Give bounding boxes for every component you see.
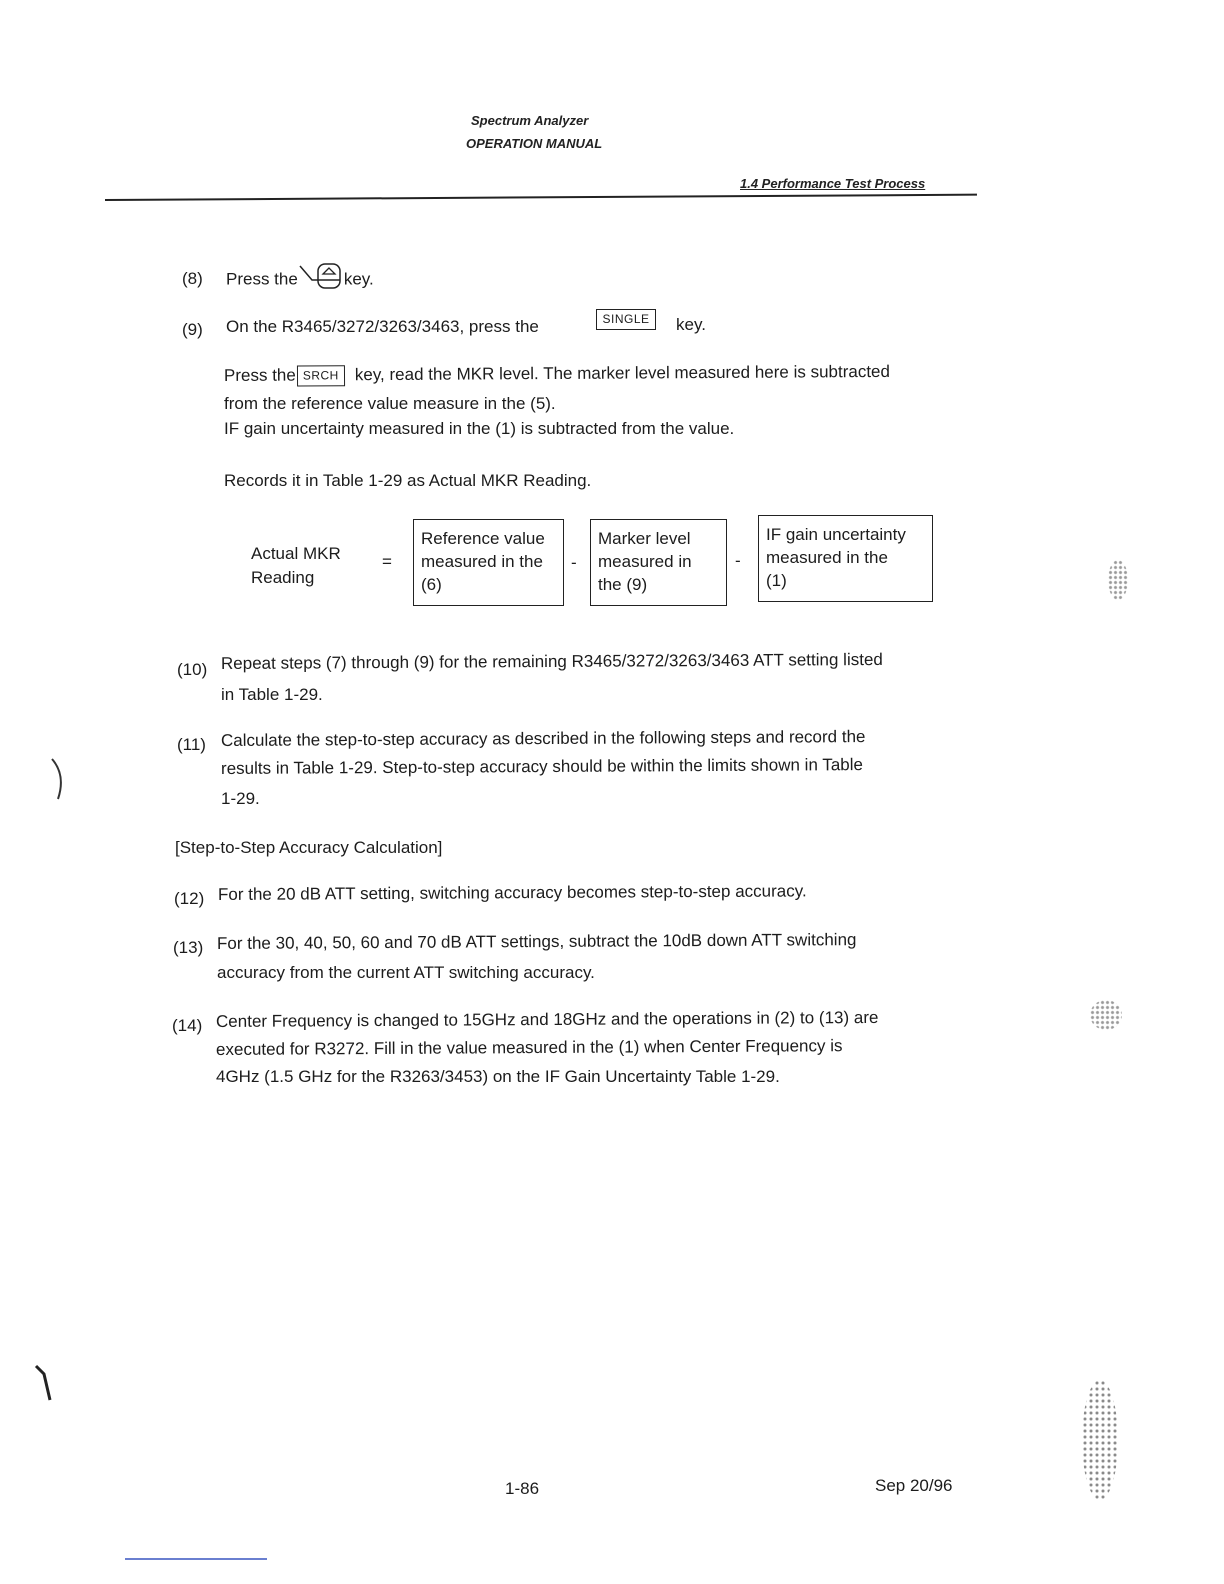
step-9-text: On the R3465/3272/3263/3463, press the <box>226 317 539 336</box>
step-9-post: key. <box>676 315 706 334</box>
step-10-line-2: in Table 1-29. <box>221 685 323 704</box>
step-14-line-3: 4GHz (1.5 GHz for the R3263/3453) on the IF Gain Uncertainty Table 1-29. <box>216 1067 780 1086</box>
box-line: Marker level <box>598 529 691 548</box>
formula-lhs-line2: Reading <box>251 568 315 587</box>
box-line: measured in <box>598 552 692 571</box>
step-13-line-2: accuracy from the current ATT switching accuracy. <box>217 963 595 982</box>
reference-value-box <box>413 519 564 606</box>
step-9-para-4: Records it in Table 1-29 as Actual MKR Reading. <box>224 471 592 490</box>
calc-heading: [Step-to-Step Accuracy Calculation] <box>175 838 443 857</box>
srch-pre: Press the <box>223 365 296 385</box>
minus-sign: - <box>571 553 577 572</box>
box-line: IF gain uncertainty <box>766 525 906 544</box>
step-number: (10) <box>177 660 208 679</box>
box-line: measured in the <box>421 552 543 571</box>
formula-lhs <box>251 542 341 590</box>
if-gain-box <box>758 515 933 602</box>
scan-mark <box>30 1360 60 1415</box>
marker-level-box <box>590 519 727 606</box>
step-11-line-1: Calculate the step-to-step accuracy as described in the following steps and record the <box>220 727 866 750</box>
scan-mark <box>40 745 70 810</box>
step-8-pre: Press the <box>226 269 298 289</box>
step-number: (8) <box>182 269 203 288</box>
step-14-line-2: executed for R3272. Fill in the value measured in the (1) when Center Frequency is <box>215 1036 843 1059</box>
srch-key: SRCH <box>297 365 345 386</box>
formula-lhs-line1: Actual MKR <box>251 544 341 563</box>
step-number: (9) <box>182 320 203 339</box>
header-title: Spectrum Analyzer <box>471 113 589 128</box>
single-key: SINGLE <box>596 309 656 330</box>
step-13-line-1: For the 30, 40, 50, 60 and 70 dB ATT settings, subtract the 10dB down ATT switching <box>216 930 857 953</box>
step-9-para-1 <box>224 358 890 389</box>
step-number: (13) <box>173 938 204 957</box>
header-rule <box>105 194 977 201</box>
step-11-line-2: results in Table 1-29. Step-to-step accuracy should be within the limits shown in Table <box>220 755 863 778</box>
step-8-post: key. <box>343 269 374 289</box>
step-9-para-2: from the reference value measure in the (5). <box>224 394 556 413</box>
section-title: 1.4 Performance Test Process <box>740 176 926 191</box>
step-12-line-1: For the 20 dB ATT setting, switching accuracy becomes step-to-step accuracy. <box>217 881 807 904</box>
srch-post: key, read the MKR level. The marker level measured here is subtracted <box>354 361 890 385</box>
step-8-text <box>226 262 374 298</box>
step-number: (12) <box>174 889 205 908</box>
box-line: (1) <box>766 571 787 590</box>
scan-noise <box>1108 560 1128 600</box>
box-line: Reference value <box>421 529 545 548</box>
scan-noise <box>1082 1380 1118 1500</box>
step-10-line-1: Repeat steps (7) through (9) for the remaining R3465/3272/3263/3463 ATT setting listed <box>220 649 883 673</box>
page-number: 1-86 <box>505 1479 540 1498</box>
step-9-para-3: IF gain uncertainty measured in the (1) is subtracted from the value. <box>224 419 735 438</box>
return-key-icon <box>298 262 342 298</box>
minus-sign: - <box>735 551 741 570</box>
equals-sign: = <box>382 552 392 571</box>
step-number: (14) <box>172 1016 203 1035</box>
box-line: (6) <box>421 575 442 594</box>
step-number: (11) <box>177 735 206 754</box>
step-14-line-1: Center Frequency is changed to 15GHz and 18GHz and the operations in (2) to (13) are <box>215 1007 879 1031</box>
header-subtitle: OPERATION MANUAL <box>466 136 603 151</box>
scan-noise <box>1090 1000 1122 1030</box>
box-line: the (9) <box>598 575 648 594</box>
bottom-rule <box>125 1558 267 1560</box>
step-11-line-3: 1-29. <box>221 789 260 808</box>
revision-date: Sep 20/96 <box>875 1476 953 1495</box>
box-line: measured in the <box>766 548 888 567</box>
